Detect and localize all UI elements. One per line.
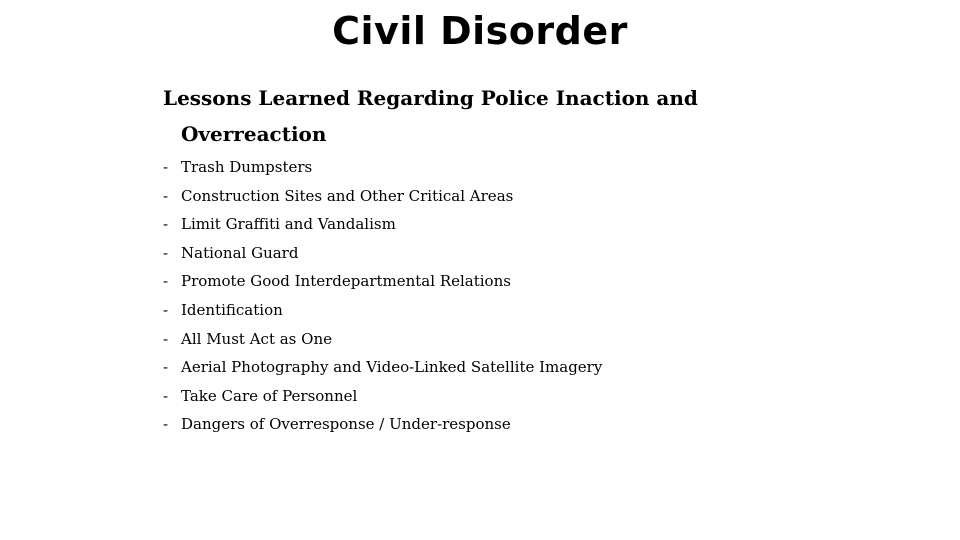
list-item <box>163 410 602 439</box>
bullet-dash: - <box>163 386 169 405</box>
bullet-dash: - <box>163 158 169 176</box>
slide-subtitle <box>163 80 783 152</box>
list-item <box>163 353 602 382</box>
list-item-text: National Guard <box>181 243 299 262</box>
list-item <box>163 267 602 296</box>
bullet-dash: - <box>163 272 169 291</box>
list-item <box>163 153 602 182</box>
subtitle-line-2: Overreaction <box>181 122 327 146</box>
list-item-text: All Must Act as One <box>181 329 332 348</box>
list-item-text: Limit Graffiti and Vandalism <box>181 215 396 234</box>
list-item <box>163 210 602 239</box>
list-item-text: Trash Dumpsters <box>181 158 313 176</box>
list-item-text: Aerial Photography and Video-Linked Satellite Imagery <box>181 358 603 377</box>
bullet-dash: - <box>163 300 169 319</box>
list-item-text: Dangers of Overresponse / Under-response <box>181 415 511 434</box>
list-item <box>163 239 602 268</box>
subtitle-line-1: Lessons Learned Regarding Police Inaction and <box>163 86 698 110</box>
list-item <box>163 382 602 411</box>
bullet-dash: - <box>163 329 169 348</box>
list-item-text: Promote Good Interdepartmental Relations <box>181 272 511 291</box>
bullet-dash: - <box>163 243 169 262</box>
list-item-text: Construction Sites and Other Critical Areas <box>181 186 514 205</box>
bullet-dash: - <box>163 415 169 434</box>
bullet-dash: - <box>163 186 169 205</box>
bullet-dash: - <box>163 358 169 377</box>
bullet-list <box>163 153 602 439</box>
bullet-dash: - <box>163 215 169 234</box>
list-item <box>163 182 602 211</box>
list-item <box>163 325 602 354</box>
list-item-text: Take Care of Personnel <box>181 386 358 405</box>
list-item-text: Identification <box>181 300 283 319</box>
slide-title: Civil Disorder <box>332 9 628 53</box>
list-item <box>163 296 602 325</box>
